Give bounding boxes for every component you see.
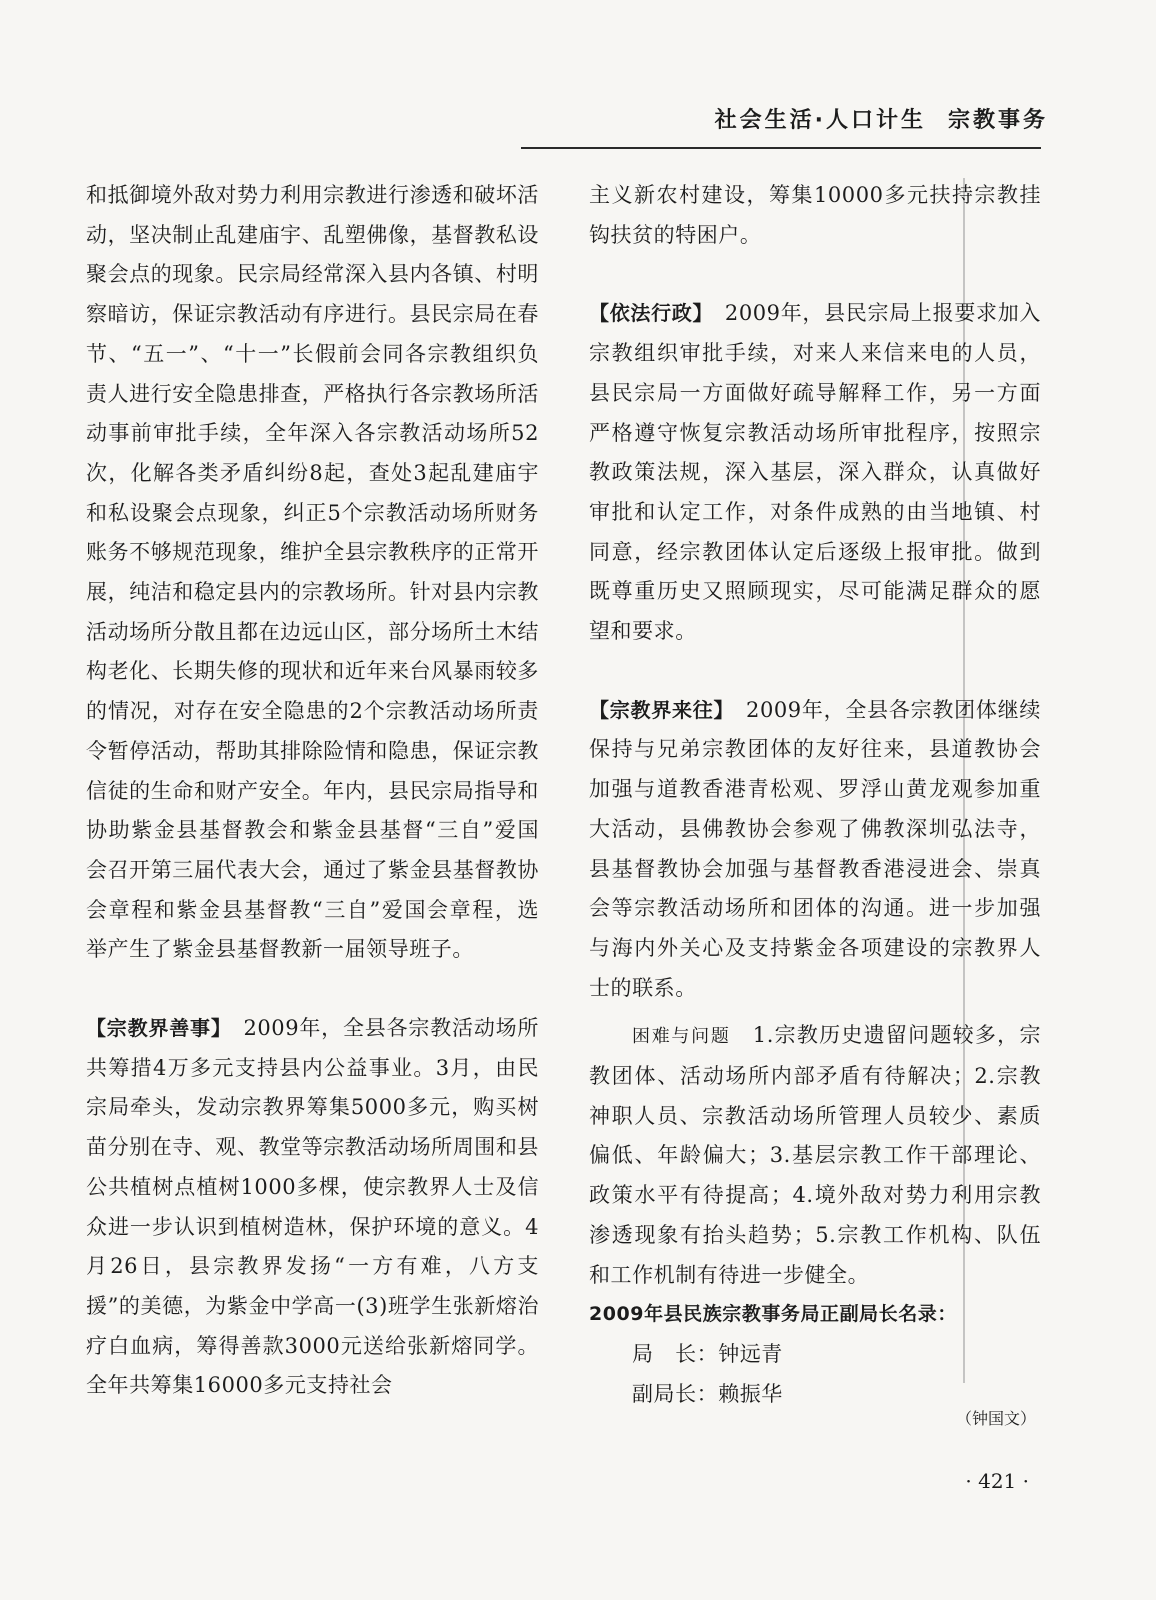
right-column: [589, 176, 1041, 1414]
left-column: [86, 176, 539, 1406]
page-number: · 421 ·: [965, 1469, 1029, 1493]
problems-text: 1.宗教历史遗留问题较多，宗教团体、活动场所内部矛盾有待解决；2.宗教神职人员、宗教活动场所管理人员较少、素质偏低、年龄偏大；3.基层宗教工作干部理论、政策水平有待提高；4.境外敌对势力利用宗教渗透现象有抬头趋势；5.宗教工作机构、队伍和工作机制有待进一步健全。: [589, 1023, 1041, 1287]
charity-section: [86, 1009, 539, 1406]
law-title: 【依法行政】: [589, 301, 704, 326]
charity-title: 【宗教界善事】: [86, 1016, 222, 1041]
problems-label: 困难与问题: [632, 1026, 731, 1048]
header-category: 社会生活·人口计生: [714, 108, 926, 133]
problems-section: [589, 1016, 1041, 1295]
director-line: 局 长：钟远青: [632, 1341, 783, 1366]
paragraph-gap: [589, 652, 1041, 691]
header-section: 宗教事务: [947, 108, 1048, 133]
exchange-text: 2009年，全县各宗教团体继续保持与兄弟宗教团体的友好往来，县道教协会加强与道教香港青松观、罗浮山黄龙观参加重大活动，县佛教协会参观了佛教深圳弘法寺，县基督教协会加强与基督教香港浸进会、崇真会等宗教活动场所和团体的沟通。进一步加强与海内外关心及支持紫金各项建设的宗教界人士的联系。: [589, 697, 1041, 1000]
deputy-line: 副局长：赖振华: [632, 1381, 783, 1406]
charity-text: 2009年，全县各宗教活动场所共筹措4万多元支持县内公益事业。3月，由民宗局牵头，发动宗教界筹集5000多元，购买树苗分别在寺、观、教堂等宗教活动场所周围和县公共植树点植树1000多棵，使宗教界人士及信众进一步认识到植树造林，保护环境的意义。4月26日，县宗教界发扬“一方有难，八方支援”的美德，为紫金中学高一(3)班学生张新熔治疗白血病，筹得善款3000元送给张新熔同学。全年共筹集16000多元支持社会: [86, 1016, 539, 1398]
paragraph-gap: [589, 255, 1041, 294]
running-header: [715, 103, 1048, 134]
exchange-title: 【宗教界来往】: [589, 697, 725, 722]
intro-paragraph: 和抵御境外敌对势力利用宗教进行渗透和破坏活动，坚决制止乱建庙宇、乱塑佛像，基督教私设聚会点的现象。民宗局经常深入县内各镇、村明察暗访，保证宗教活动有序进行。县民宗局在春节、“五一”、“十一”长假前会同各宗教组织负责人进行安全隐患排查，严格执行各宗教场所活动事前审批手续，全年深入各宗教活动场所52次，化解各类矛盾纠纷8起，查处3起乱建庙宇和私设聚会点现象，纠正5个宗教活动场所财务账务不够规范现象，维护全县宗教秩序的正常开展，纯洁和稳定县内的宗教场所。针对县内宗教活动场所分散且都在边远山区，部分场所土木结构老化、长期失修的现状和近年来台风暴雨较多的情况，对存在安全隐患的2个宗教活动场所责令暂停活动，帮助其排除险情和隐患，保证宗教信徒的生命和财产安全。年内，县民宗局指导和协助紫金县基督教会和紫金县基督“三自”爱国会召开第三届代表大会，通过了紫金县基督教协会章程和紫金县基督教“三自”爱国会章程，选举产生了紫金县基督教新一届领导班子。: [86, 183, 539, 962]
paragraph-gap: [589, 1008, 1041, 1016]
exchange-section: [589, 691, 1041, 1009]
author-credit: （钟国文）: [955, 1409, 1036, 1428]
roster-heading: 2009年县民族宗教事务局正副局长名录：: [589, 1303, 957, 1326]
law-section: [589, 294, 1041, 651]
continuation-paragraph: 主义新农村建设，筹集10000多元扶持宗教挂钩扶贫的特困户。: [589, 183, 1041, 247]
header-rule: [521, 147, 1041, 149]
paragraph-gap: [86, 970, 539, 1009]
law-text: 2009年，县民宗局上报要求加入宗教组织审批手续，对来人来信来电的人员，县民宗局一方面做好疏导解释工作，另一方面严格遵守恢复宗教活动场所审批程序，按照宗教政策法规，深入基层，深入群众，认真做好审批和认定工作，对条件成熟的由当地镇、村同意，经宗教团体认定后逐级上报审批。做到既尊重历史又照顾现实，尽可能满足群众的愿望和要求。: [589, 301, 1041, 644]
